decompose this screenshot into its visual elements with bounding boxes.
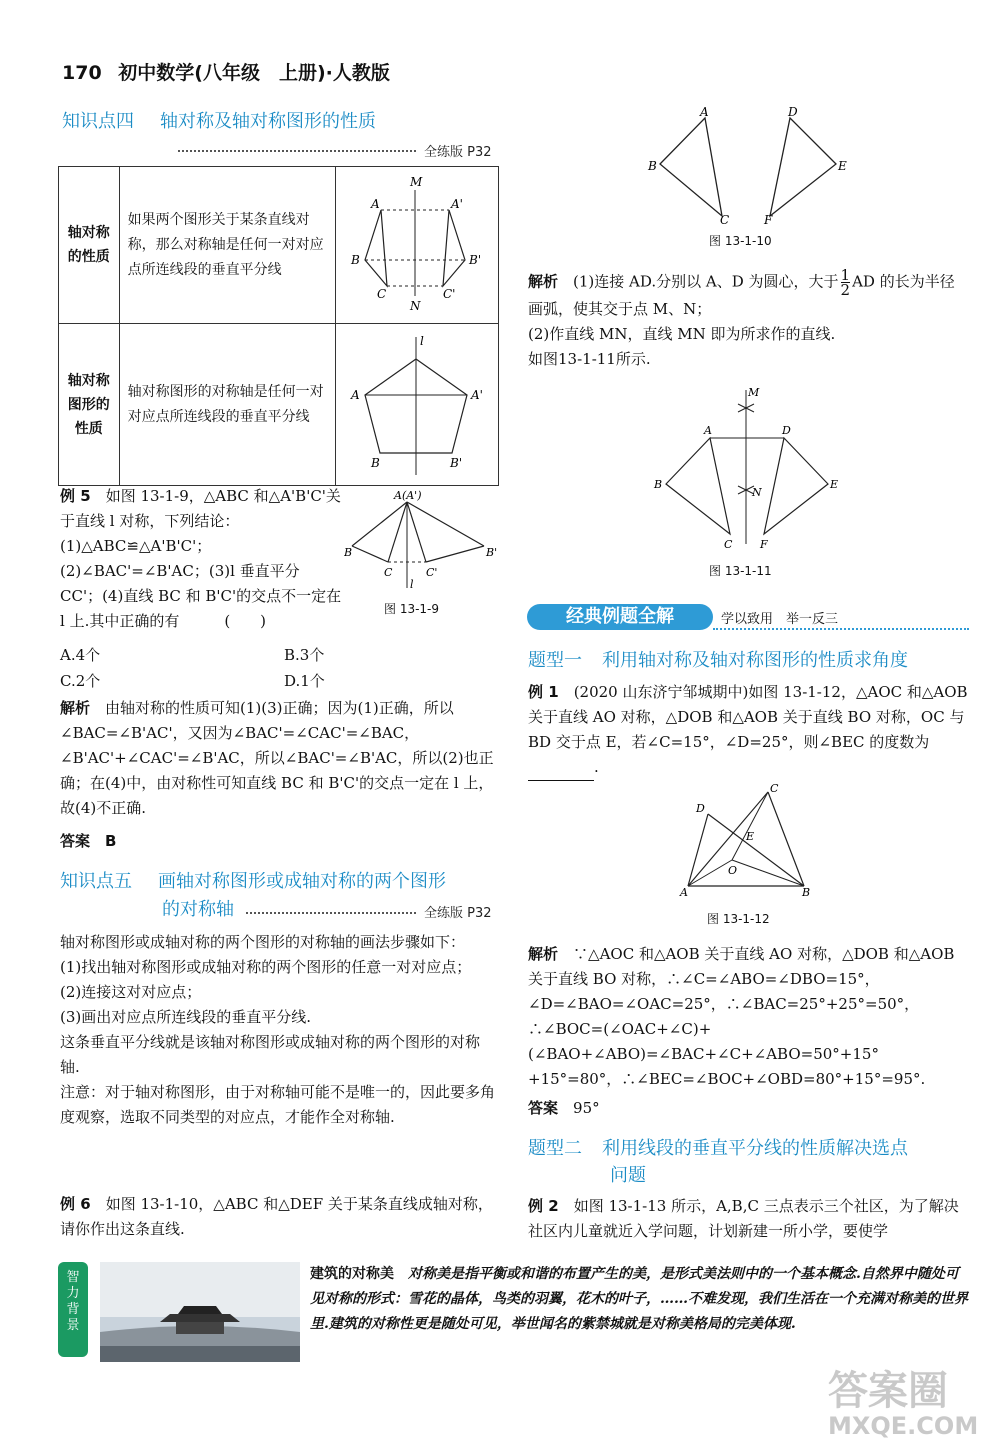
label-B-prime: B' <box>469 253 482 267</box>
ex1-answer-value: 95° <box>573 1099 600 1117</box>
row1-figure <box>336 167 499 324</box>
analysis-label: 解析 <box>528 945 559 963</box>
ex2-label: 例 2 <box>528 1197 559 1215</box>
ex2-question <box>528 1194 968 1244</box>
divider <box>178 150 416 152</box>
kp5-line: 轴对称图形或成轴对称的两个图形的对称轴的画法步骤如下： <box>60 933 466 951</box>
kp5-line: (3)画出对应点所连线段的垂直平分线. <box>60 1008 312 1026</box>
label-B: B <box>802 886 811 898</box>
figure-13-1-9 <box>344 488 500 592</box>
axis-symmetry-figure <box>337 168 495 318</box>
fig12-caption: 图 13-1-12 <box>707 912 770 926</box>
ex1-analysis <box>528 942 968 1092</box>
type2-label: 题型二 <box>528 1138 582 1159</box>
label-B-prime: B' <box>450 456 463 470</box>
ex5-question <box>60 484 342 634</box>
fig9-caption: 图 13-1-9 <box>384 602 440 616</box>
book-title: 初中数学(八年级 上册)·人教版 <box>118 62 390 84</box>
ex1-answer <box>528 1096 600 1121</box>
ex5-analysis-text: 由轴对称的性质可知(1)(3)正确；因为(1)正确，所以∠BAC=∠B'AC'，又因为∠BAC'=∠CAC'=∠BAC，∠B'AC'+∠CAC'=∠B'AC，所以∠BAC'=∠B'AC，所以(2)也正确；在(4)中，由对称性可知直线 BC 和 B'C'的交点一定在 l 上，故(4)不正确. <box>60 699 494 817</box>
ex1-text-end: . <box>594 758 599 776</box>
ex5-label: 例 5 <box>60 487 91 505</box>
analysis-label: 解析 <box>60 699 91 717</box>
ex1-analysis-text: ∵△AOC 和△AOB 关于直线 AO 对称，△DOB 和△AOB 关于直线 BO 对称，∴∠C=∠ABO=∠DBO=15°，∠D=∠BAO=∠OAC=25°，∴∠BAC=25°+25°=50°，∴∠BOC=(∠OAC+∠C)+(∠BAO+∠ABO)=∠BAC+∠C+∠ABO=50°+15°+15°=80°，∴∠BEC=∠BOC+∠OBD=80°+15°=95°. <box>528 945 955 1088</box>
label-D: D <box>782 424 791 437</box>
ex2-text: 如图 13-1-13 所示，A,B,C 三点表示三个社区，为了解决社区内儿童就近入学问题，计划新建一所小学，要使学 <box>528 1197 959 1240</box>
label-A: A <box>680 886 688 898</box>
ex6-text: 如图 13-1-10，△ABC 和△DEF 关于某条直线成轴对称，请你作出这条直线. <box>60 1195 493 1238</box>
option-a: A.4个 <box>60 646 101 664</box>
ex6-question <box>60 1192 498 1242</box>
ex6-analysis-3: 如图13-1-11所示. <box>528 350 651 368</box>
label-l: l <box>410 578 414 591</box>
knowledge-body: 对称美是指平衡或和谐的布置产生的美，是形式美法则中的一个基本概念.自然界中随处可见对称的形式：雪花的晶体，鸟类的羽翼，花木的叶子，……不难发现，我们生活在一个充满对称美的世界里.建筑的对称性更是随处可见，举世闻名的紫禁城就是对称美格局的完美体现. <box>310 1266 968 1332</box>
option-b: B.3个 <box>284 646 325 664</box>
label-A: A <box>704 424 712 437</box>
fig10-caption: 图 13-1-10 <box>709 234 772 248</box>
kp5-number: 知识点五 <box>60 871 132 892</box>
fig11-caption: 图 13-1-11 <box>709 564 772 578</box>
ex6-label: 例 6 <box>60 1195 91 1213</box>
kp4-number: 知识点四 <box>62 111 134 132</box>
label-B: B <box>344 546 353 559</box>
label-B: B <box>371 456 380 470</box>
kp4-ref: 全练版 P32 <box>424 145 492 160</box>
label-N: N <box>752 486 762 499</box>
label-E: E <box>830 478 839 491</box>
label-B: B <box>351 253 360 267</box>
forbidden-city-photo <box>100 1262 300 1362</box>
type2-title-1: 利用线段的垂直平分线的性质解决选点 <box>602 1138 908 1159</box>
label-B: B <box>648 159 657 173</box>
type2-title-2: 问题 <box>610 1165 646 1186</box>
fraction <box>841 268 851 297</box>
type1-label: 题型一 <box>528 650 582 671</box>
ex6-analysis-2: (2)作直线 MN，直线 MN 即为所求作的直线. <box>528 325 836 343</box>
label-C: C <box>724 538 733 551</box>
label-M: M <box>748 386 760 399</box>
answer-label: 答案 <box>60 832 91 850</box>
label-C: C <box>384 566 393 579</box>
page-header <box>62 58 390 85</box>
analysis-label: 解析 <box>528 272 559 291</box>
figure-13-1-12 <box>674 778 824 898</box>
figure-13-1-11 <box>648 384 848 556</box>
label-A-prime: A' <box>471 388 483 402</box>
page-number: 170 <box>62 62 102 84</box>
knowledge-tag: 智力背景 <box>58 1262 88 1357</box>
row2-label: 轴对称图形的性质 <box>59 324 120 486</box>
kp5-line: (2)连接这对对应点； <box>60 983 202 1001</box>
kp4-heading <box>62 107 376 133</box>
classic-examples-banner <box>527 604 969 630</box>
label-N: N <box>410 299 421 313</box>
type2-heading <box>528 1134 908 1160</box>
frac-den: 2 <box>840 281 851 299</box>
option-d: D.1个 <box>284 672 325 690</box>
figure-13-1-10 <box>640 106 860 226</box>
kp5-line: 这条垂直平分线就是该轴对称图形或成轴对称的两个图形的对称轴. <box>60 1033 481 1076</box>
label-A: A <box>351 388 360 402</box>
ex6-analysis-1a: (1)连接 AD.分别以 A、D 为圆心，大于 <box>573 272 839 291</box>
ex1-question <box>528 680 968 781</box>
label-F: F <box>760 538 768 551</box>
ex1-label: 例 1 <box>528 683 559 701</box>
label-l: l <box>420 334 424 348</box>
ex1-text: (2020 山东济宁邹城期中)如图 13-1-12，△AOC 和△AOB 关于直线 AO 对称，△DOB 和△AOB 关于直线 BO 对称，OC 与 BD 交于点 E，若∠C=15°，∠D=25°，则∠BEC 的度数为 <box>528 683 968 751</box>
knowledge-title: 建筑的对称美 <box>310 1266 394 1282</box>
ex6-analysis <box>528 268 968 372</box>
label-C: C <box>377 287 387 301</box>
kp5-title-1: 画轴对称图形或成轴对称的两个图形 <box>158 871 446 892</box>
row1-text: 如果两个图形关于某条直线对称，那么对称轴是任何一对对应点所连线段的垂直平分线 <box>119 167 335 324</box>
property-table <box>58 166 499 486</box>
background-knowledge-box <box>58 1258 968 1373</box>
banner-underline <box>713 628 969 630</box>
label-F: F <box>764 213 773 226</box>
banner-subtitle: 学以致用 举一反三 <box>721 612 839 627</box>
label-C-prime: C' <box>443 287 456 301</box>
kp5-heading <box>60 867 446 893</box>
knowledge-text <box>310 1262 968 1337</box>
row1-label: 轴对称的性质 <box>59 167 120 324</box>
watermark <box>828 1370 978 1440</box>
label-C: C <box>770 782 779 795</box>
row2-figure <box>336 324 499 486</box>
kp5-line: (1)找出轴对称图形或成轴对称的两个图形的任意一对对应点； <box>60 958 472 976</box>
pentagon-figure <box>337 325 495 480</box>
ex6-analysis-1b: AD 的长为半径画弧，使其交于点 M、N； <box>528 272 955 318</box>
kp5-body <box>60 930 498 1130</box>
type1-heading <box>528 646 908 672</box>
label-C-prime: C' <box>426 566 438 579</box>
label-C: C <box>720 213 730 226</box>
frac-num: 1 <box>840 266 851 284</box>
label-A: A <box>371 197 380 211</box>
kp5-line: 注意：对于轴对称图形，由于对称轴可能不是唯一的，因此要多角度观察，选取不同类型的对应点，才能作全对称轴. <box>60 1083 496 1126</box>
label-O: O <box>728 864 738 877</box>
type1-title: 利用轴对称及轴对称图形的性质求角度 <box>602 650 908 671</box>
kp4-title: 轴对称及轴对称图形的性质 <box>160 111 376 132</box>
divider <box>246 912 416 914</box>
ex5-text: 如图 13-1-9，△ABC 和△A'B'C'关于直线 l 对称，下列结论：(1)△ABC≌△A'B'C'；(2)∠BAC'=∠B'AC；(3)l 垂直平分 CC'；(4)直线 BC 和 B'C'的交点不一定在 l 上.其中正确的有 ( ) <box>60 487 342 630</box>
watermark-cn: 答案圈 <box>828 1368 948 1414</box>
row2-text: 轴对称图形的对称轴是任何一对对应点所连线段的垂直平分线 <box>119 324 335 486</box>
banner-title: 经典例题全解 <box>527 604 713 630</box>
label-M: M <box>410 175 423 189</box>
ex5-analysis <box>60 696 498 821</box>
kp5-ref: 全练版 P32 <box>424 906 492 921</box>
ex5-answer-value: B <box>105 832 117 850</box>
label-A: A <box>700 106 709 119</box>
answer-blank <box>528 755 594 781</box>
answer-label: 答案 <box>528 1099 559 1117</box>
label-E: E <box>838 159 847 173</box>
label-A: A(A') <box>394 489 422 502</box>
ex5-answer <box>60 829 116 854</box>
label-E: E <box>746 830 755 843</box>
label-D: D <box>788 106 798 119</box>
option-c: C.2个 <box>60 672 101 690</box>
watermark-url: MXQE.COM <box>828 1412 979 1440</box>
kp5-title-2: 的对称轴 <box>162 899 234 920</box>
label-D: D <box>696 802 705 815</box>
label-A-prime: A' <box>451 197 463 211</box>
label-B: B <box>654 478 663 491</box>
label-B-prime: B' <box>486 546 498 559</box>
